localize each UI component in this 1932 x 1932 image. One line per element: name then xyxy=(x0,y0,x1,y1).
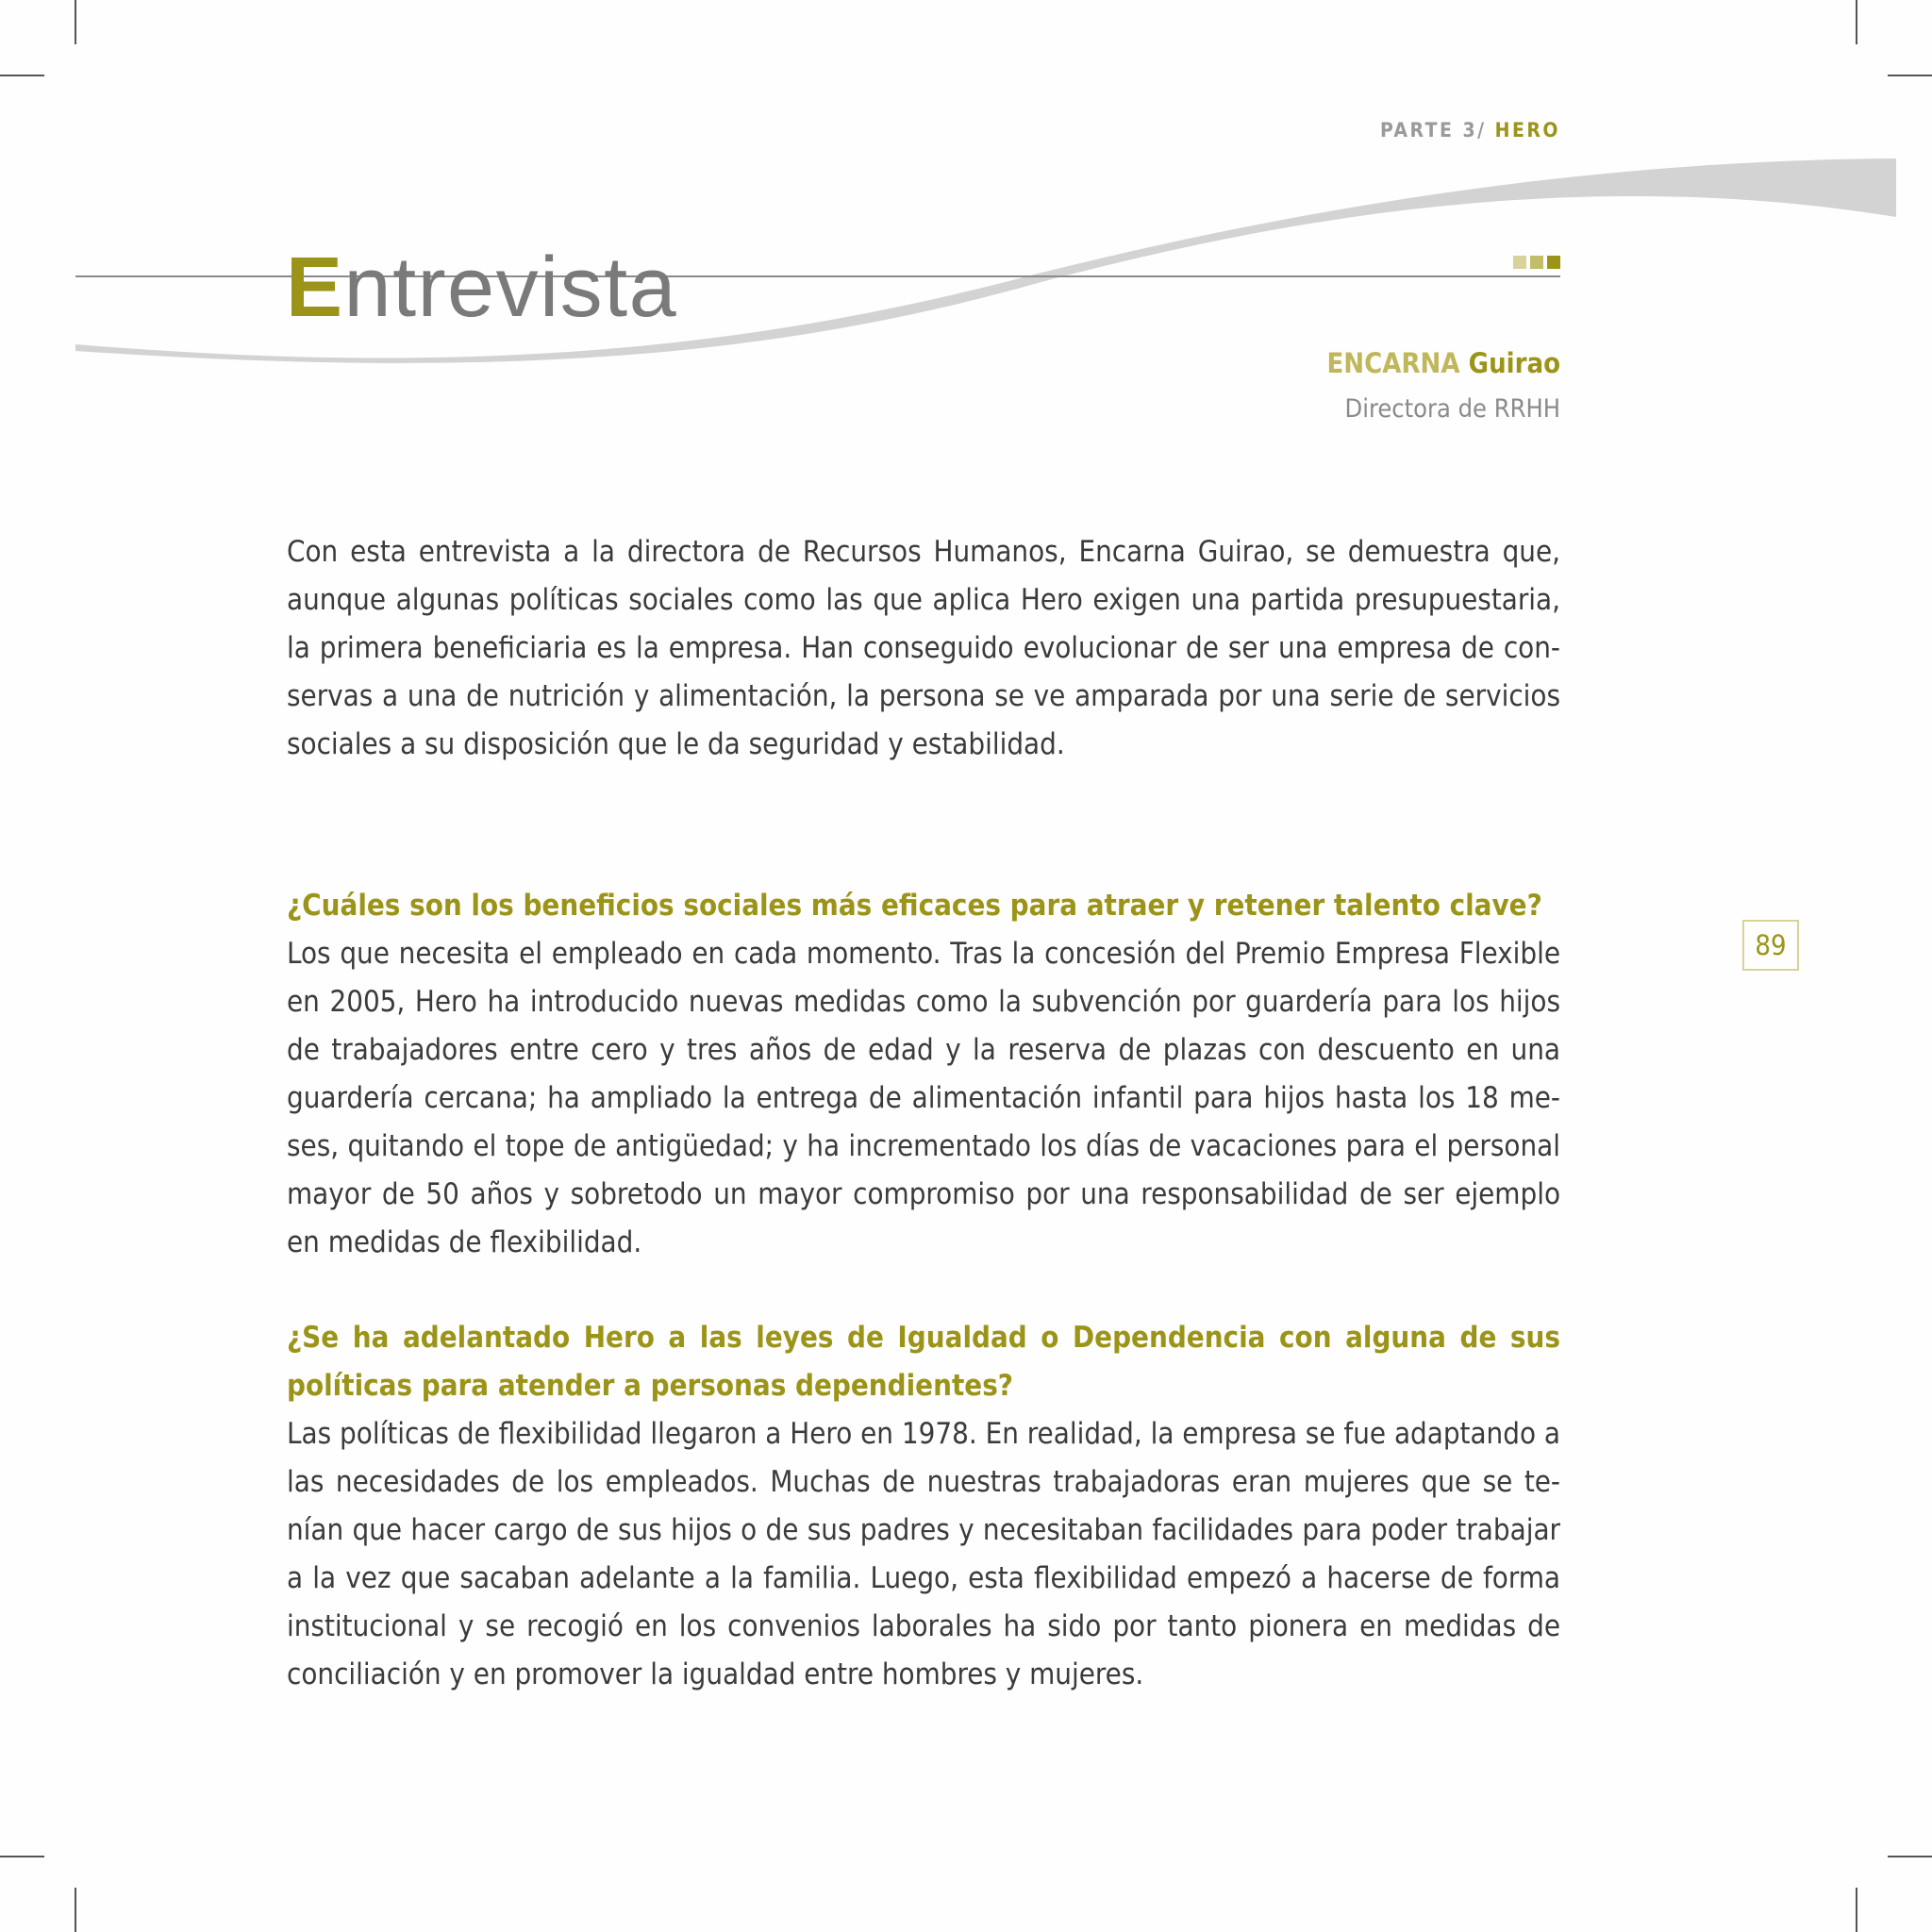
question-2: ¿Se ha adelantado Hero a las leyes de Igualdad o Dependencia con alguna de sus políticas para atender a personas dependientes? xyxy=(287,1321,1560,1403)
question-1: ¿Cuáles son los beneficios sociales más eficaces para atraer y retener talento clave? xyxy=(287,889,1542,923)
intro-paragraph: Con esta entrevista a la directora de Recursos Humanos, Encarna Guirao, se demuestra que, aunque algunas políticas sociales como las que aplica Hero exigen una partida presupuestaria, la primera beneficiaria es la empresa. Han conseguido evolucionar de ser una empresa de con-servas a una de nutrición y alimentación, la persona se ve amparada por una serie de servicios sociales a su disposición que le da seguridad y estabilidad. xyxy=(287,535,1560,761)
article-body xyxy=(287,528,1560,1699)
crop-mark xyxy=(75,1888,76,1932)
header-swoosh xyxy=(0,0,1932,396)
square-icon xyxy=(1547,256,1560,269)
author-role: Directora de RRHH xyxy=(1344,394,1560,424)
author-name: ENCARNA Guirao xyxy=(1326,347,1560,379)
crop-mark xyxy=(1856,1888,1857,1932)
crop-mark xyxy=(0,1856,44,1857)
decorative-squares xyxy=(1513,256,1560,269)
page-number: 89 xyxy=(1742,920,1799,971)
page-title: Entrevista xyxy=(286,241,678,336)
square-icon xyxy=(1513,256,1526,269)
author-block xyxy=(1326,347,1560,424)
answer-1: Los que necesita el empleado en cada momento. Tras la concesión del Premio Empresa Flexible en 2005, Hero ha introducido nuevas medidas como la subvención por guardería para los hijos de trabajadores entre cero y tres años de edad y la reserva de plazas con descuento en una guardería cercana; ha ampliado la entrega de alimentación infantil para hijos hasta los 18 me-ses, quitando el tope de antigüedad; y ha incrementado los días de vacaciones para el personal mayor de 50 años y sobretodo un mayor compromiso por una responsabilidad de ser ejemplo en medidas de flexibilidad. xyxy=(287,937,1560,1259)
square-icon xyxy=(1530,256,1543,269)
part-label: PARTE 3/ HERO xyxy=(1380,119,1560,142)
answer-2: Las políticas de flexibilidad llegaron a Hero en 1978. En realidad, la empresa se fue adaptando a las necesidades de los empleados. Muchas de nuestras trabajadoras eran mujeres que se te-nían que hacer cargo de sus hijos o de sus padres y necesitaban facilidades para poder trabajar a la vez que sacaban adelante a la familia. Luego, esta flexibilidad empezó a hacerse de forma institucional y se recogió en los convenios laborales ha sido por tanto pionera en medidas de conciliación y en promover la igualdad entre hombres y mujeres. xyxy=(287,1417,1560,1691)
crop-mark xyxy=(1888,1856,1932,1857)
